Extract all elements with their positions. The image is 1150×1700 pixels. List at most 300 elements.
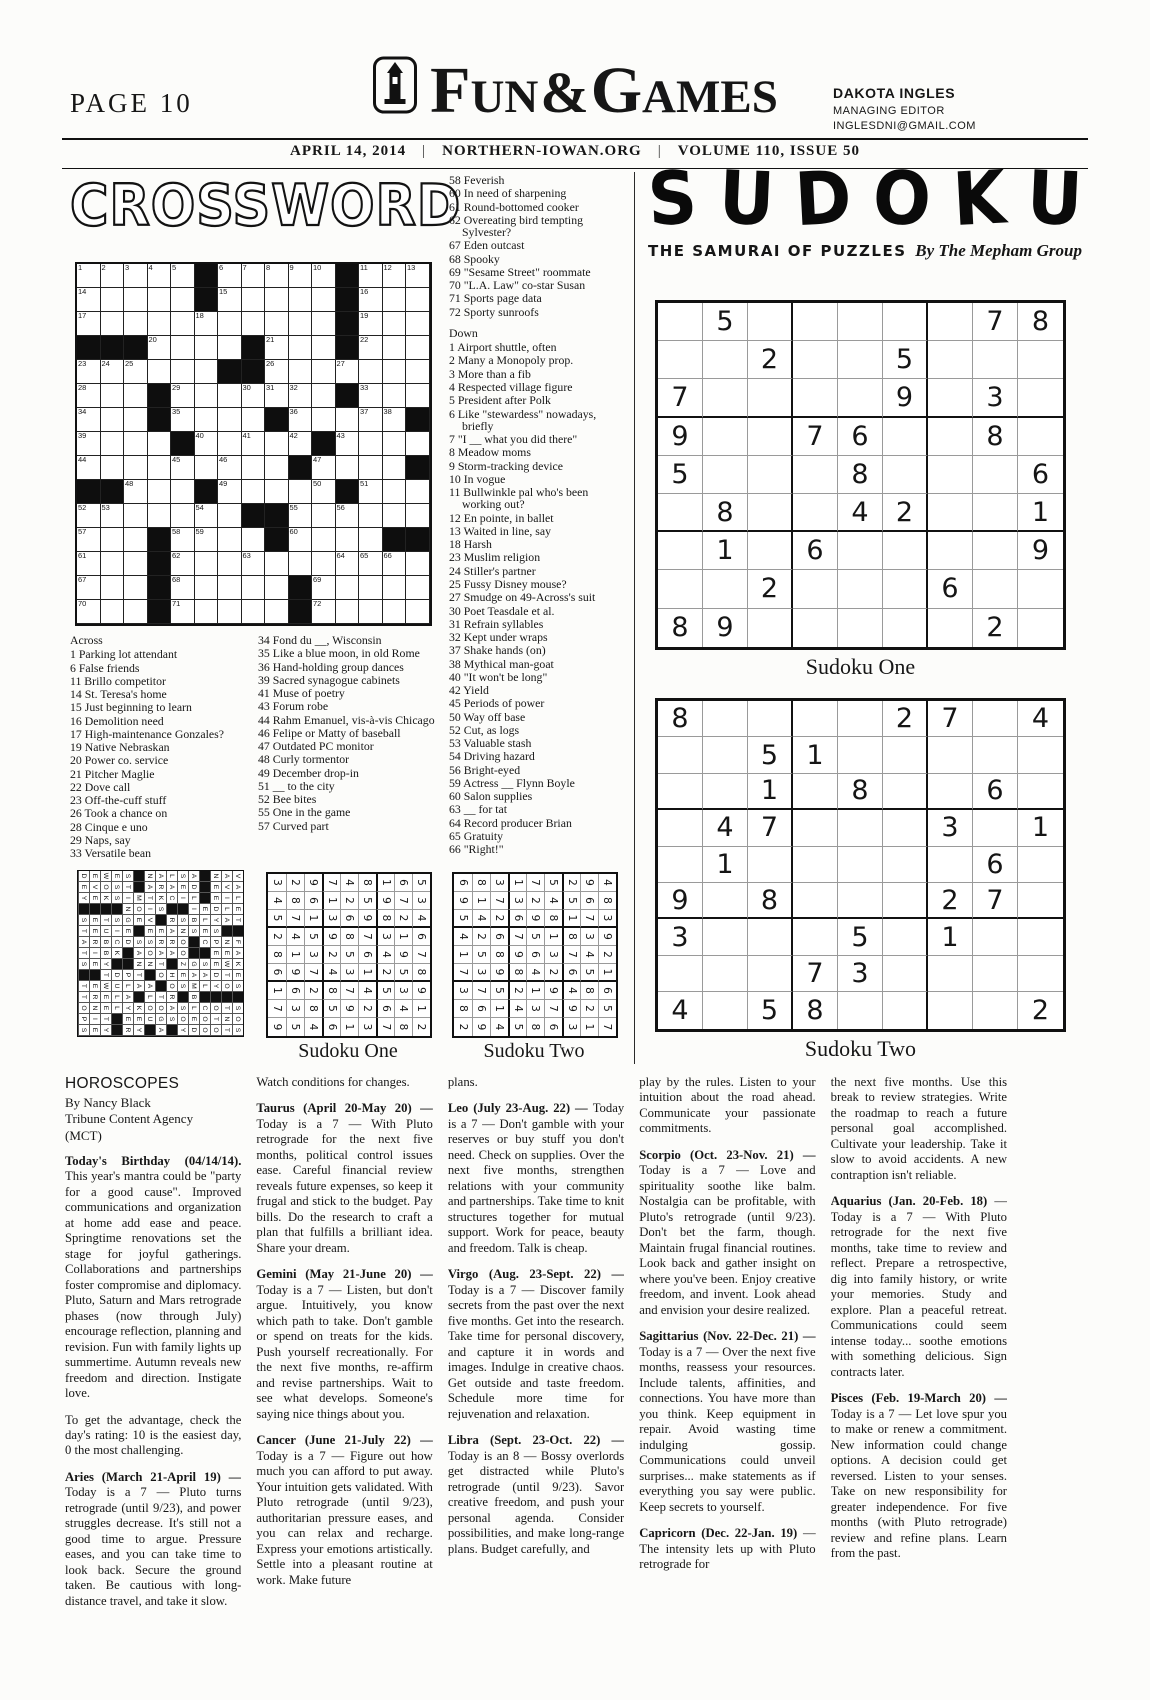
sudoku-cell: 8 bbox=[526, 1018, 544, 1036]
black-cell bbox=[195, 288, 219, 312]
grid-cell bbox=[242, 288, 266, 312]
horoscope-sign-lead: Capricorn (Dec. 22-Jan. 19) bbox=[639, 1526, 803, 1541]
sudoku-cell bbox=[793, 810, 838, 846]
solution-letter-cell: L bbox=[122, 981, 133, 992]
black-cell bbox=[122, 948, 133, 959]
cell-number: 7 bbox=[242, 263, 247, 272]
cell-number: 53 bbox=[101, 503, 110, 512]
sudoku-cell: 1 bbox=[376, 874, 394, 892]
solution-letter-cell: T bbox=[155, 959, 166, 970]
sudoku-cell: 5 bbox=[598, 1000, 616, 1018]
sudoku-cell bbox=[838, 992, 883, 1028]
solution-letter-cell: T bbox=[100, 915, 111, 926]
clue-item: 23 Muslim religion bbox=[449, 550, 541, 565]
sudoku-cell bbox=[703, 570, 748, 608]
grid-cell bbox=[359, 336, 383, 360]
solution-letter-cell: R bbox=[122, 1025, 133, 1036]
sudoku-cell: 2 bbox=[598, 946, 616, 964]
black-cell bbox=[111, 959, 122, 970]
solution-letter-cell: A bbox=[155, 1025, 166, 1036]
horoscope-sign-lead: Aquarius (Jan. 20-Feb. 18) bbox=[830, 1194, 995, 1209]
sudoku-cell bbox=[838, 341, 883, 379]
cell-number: 8 bbox=[266, 263, 271, 272]
sudoku-cell: 3 bbox=[580, 928, 598, 946]
black-cell bbox=[101, 480, 125, 504]
sudoku-cell: 6 bbox=[562, 964, 580, 982]
sudoku-cell: 5 bbox=[748, 737, 793, 773]
grid-cell bbox=[195, 528, 219, 552]
clue-item: 41 Muse of poetry bbox=[258, 686, 345, 701]
black-cell bbox=[144, 1025, 155, 1036]
clue-item: 43 Forum robe bbox=[258, 699, 329, 714]
sudoku-cell: 2 bbox=[454, 1018, 472, 1036]
grid-cell bbox=[359, 480, 383, 504]
grid-cell bbox=[124, 312, 148, 336]
black-cell bbox=[155, 981, 166, 992]
sudoku-cell: 8 bbox=[268, 946, 286, 964]
cell-number: 62 bbox=[172, 551, 181, 560]
sudoku-cell: 5 bbox=[454, 910, 472, 928]
clue-item: 11 Bullwinkle pal who's been working out? bbox=[449, 485, 589, 512]
solution-letter-cell: I bbox=[111, 926, 122, 937]
sudoku-cell: 8 bbox=[358, 874, 376, 892]
horoscope-paragraph: Sagittarius (Nov. 22-Dec. 21) — Today is a 7 — Over the next five months, reassess your resources. Include talents, affinities, and connections. You have more than you think. Keep equipment in repair. Avoid wasting time indulging gossip. Communications could unveil surprises... make statements as if everything you say were public. Keep secrets to yourself. bbox=[639, 1329, 816, 1514]
sudoku-cell bbox=[973, 992, 1018, 1028]
grid-cell bbox=[77, 312, 101, 336]
sudoku-cell: 2 bbox=[394, 910, 412, 928]
solution-letter-cell: B bbox=[100, 948, 111, 959]
sudoku-cell: 5 bbox=[658, 456, 703, 494]
sudoku-cell: 4 bbox=[658, 992, 703, 1028]
grid-cell bbox=[383, 264, 407, 288]
horoscope-paragraph: Capricorn (Dec. 22-Jan. 19) — The intensity lets up with Pluto retrograde for bbox=[639, 1526, 816, 1572]
cell-number: 67 bbox=[78, 575, 87, 584]
sudoku-cell bbox=[703, 701, 748, 737]
grid-cell bbox=[312, 312, 336, 336]
sudoku-cell bbox=[1018, 919, 1063, 955]
cell-number: 56 bbox=[336, 503, 345, 512]
grid-cell bbox=[359, 504, 383, 528]
clue-item: 45 Periods of power bbox=[449, 696, 545, 711]
black-cell bbox=[144, 970, 155, 981]
grid-cell bbox=[336, 360, 360, 384]
sudoku-cell: 6 bbox=[268, 964, 286, 982]
clue-item: 51 __ to the city bbox=[258, 778, 335, 793]
grid-cell bbox=[265, 432, 289, 456]
sudoku-cell: 3 bbox=[658, 919, 703, 955]
sudoku-cell bbox=[838, 379, 883, 417]
sudoku-cell: 7 bbox=[508, 928, 526, 946]
across-clues-list bbox=[258, 634, 444, 832]
sudoku-cell: 3 bbox=[562, 1018, 580, 1036]
solution-letter-cell: T bbox=[221, 1003, 232, 1014]
solution-letter-cell: C bbox=[111, 937, 122, 948]
solution-letter-cell: S bbox=[177, 871, 188, 882]
dateline-date: APRIL 14, 2014 bbox=[290, 143, 407, 159]
horoscope-paragraph: Today's Birthday (04/14/14). This year's mantra could be "party for a good cause". Improved communications and organization at home add ease and peace. Springtime renovations set the stage for joyful gatherings. Collaborations and partnerships foster compromise and diplomacy. Pluto, Saturn and Mars retrograde phases (now through July) encourage reflection, planning and revision. Fun with family lights up summertime. Autumn reveals new freedom and direction. Instigate love. bbox=[65, 1153, 242, 1401]
black-cell bbox=[232, 926, 243, 937]
grid-cell bbox=[265, 264, 289, 288]
clue-item: 10 In vogue bbox=[449, 471, 506, 486]
grid-cell bbox=[359, 408, 383, 432]
cell-number: 39 bbox=[78, 431, 87, 440]
grid-cell bbox=[242, 264, 266, 288]
sudoku-cell: 5 bbox=[544, 874, 562, 892]
sudoku-cell: 9 bbox=[580, 874, 598, 892]
black-cell bbox=[188, 948, 199, 959]
solution-letter-cell: O bbox=[155, 970, 166, 981]
solution-letter-cell: E bbox=[122, 926, 133, 937]
sudoku-cell: 4 bbox=[490, 1018, 508, 1036]
sudoku-cell bbox=[703, 774, 748, 810]
cell-number: 42 bbox=[289, 431, 298, 440]
sudoku-cell: 7 bbox=[340, 982, 358, 1000]
grid-cell bbox=[171, 336, 195, 360]
grid-cell bbox=[312, 408, 336, 432]
solution-letter-cell: E bbox=[89, 959, 100, 970]
solution-letter-cell: T bbox=[155, 992, 166, 1003]
clue-item: 52 Bee bites bbox=[258, 792, 317, 807]
sudoku-cell bbox=[658, 494, 703, 532]
solution-letter-cell: O bbox=[177, 937, 188, 948]
clue-item: 67 Eden outcast bbox=[449, 238, 525, 253]
horoscope-paragraph: Leo (July 23-Aug. 22) — Today is a 7 — Don't gamble with your reserves or buy stuff you don't need. Check on supplies. Over the next five months, strengthen relations with your community and partnerships. Take time to knit structures together for mutual support. Work for peace, beauty and freedom. Talk is cheap. bbox=[447, 1101, 625, 1255]
sudoku-cell bbox=[1018, 774, 1063, 810]
sudoku-cell bbox=[793, 379, 838, 417]
sudoku-cell: 9 bbox=[658, 883, 703, 919]
cell-number: 69 bbox=[313, 575, 322, 584]
grid-cell bbox=[242, 576, 266, 600]
cell-number: 71 bbox=[172, 599, 181, 608]
sudoku-cell bbox=[703, 418, 748, 456]
black-cell bbox=[148, 576, 172, 600]
sudoku-cell bbox=[838, 303, 883, 341]
horoscope-sign-lead: Taurus (April 20-May 20) — bbox=[256, 1101, 433, 1116]
solution-letter-cell: E bbox=[155, 926, 166, 937]
grid-cell bbox=[359, 600, 383, 624]
masthead-title bbox=[430, 53, 778, 127]
sudoku-cell: 9 bbox=[394, 946, 412, 964]
sudoku-cell bbox=[793, 494, 838, 532]
solution-letter-cell: R bbox=[166, 915, 177, 926]
sudoku-cell: 1 bbox=[322, 892, 340, 910]
sudoku-cell: 4 bbox=[454, 928, 472, 946]
grid-cell bbox=[383, 408, 407, 432]
grid-cell bbox=[77, 504, 101, 528]
horoscope-paragraph: Aquarius (Jan. 20-Feb. 18) — Today is a 7 — With Pluto retrograde for the next five months, take time to review and reflect. Prepare a retrospective, dig into family history, or write your memories. Study and explore. Plan a peaceful retreat. Communications could seem intense today... soothe emotions with something delicious. Sign contracts later. bbox=[830, 1194, 1008, 1379]
clue-item: 70 "L.A. Law" co-star Susan bbox=[449, 278, 586, 293]
clue-item: 30 Poet Teasdale et al. bbox=[449, 603, 555, 618]
sudoku-cell: 7 bbox=[793, 956, 838, 992]
grid-cell bbox=[171, 600, 195, 624]
sudoku-cell bbox=[883, 303, 928, 341]
sudoku-cell: 8 bbox=[454, 1000, 472, 1018]
black-cell bbox=[148, 384, 172, 408]
solution-letter-cell: S bbox=[232, 1003, 243, 1014]
editor-info bbox=[833, 84, 976, 134]
black-cell bbox=[188, 937, 199, 948]
grid-cell bbox=[383, 288, 407, 312]
sudoku-cell: 7 bbox=[472, 982, 490, 1000]
sudoku-cell: 1 bbox=[508, 874, 526, 892]
sudoku-cell: 8 bbox=[793, 992, 838, 1028]
sudoku-cell: 2 bbox=[286, 874, 304, 892]
sudoku-logo-letter: U bbox=[716, 155, 776, 244]
sudoku-cell: 2 bbox=[883, 494, 928, 532]
grid-cell bbox=[289, 336, 313, 360]
sudoku-cell: 6 bbox=[412, 928, 430, 946]
solution-letter-cell: S bbox=[177, 915, 188, 926]
clue-item: 72 Sporty sunroofs bbox=[449, 304, 539, 319]
sudoku-cell bbox=[928, 494, 973, 532]
solution-letter-cell: S bbox=[232, 1025, 243, 1036]
sudoku-cell bbox=[973, 737, 1018, 773]
grid-cell bbox=[101, 456, 125, 480]
grid-cell bbox=[77, 360, 101, 384]
solution-letter-cell: I bbox=[144, 904, 155, 915]
horoscope-paragraph: Gemini (May 21-June 20) — Today is a 7 — Listen, but don't argue. Intuitively, you know which path to take. Don't gamble or spend on treats for the kids. Push yourself recreationally. For the next five months, re-affirm and revise partnerships. Wait to see what develops. Someone's saying nice things about you. bbox=[256, 1267, 433, 1421]
black-cell bbox=[111, 1014, 122, 1025]
sudoku-tagline bbox=[648, 241, 1082, 261]
clue-item: 50 Way off base bbox=[449, 709, 526, 724]
grid-cell bbox=[77, 432, 101, 456]
sudoku-cell bbox=[703, 883, 748, 919]
sudoku-cell: 8 bbox=[658, 701, 703, 737]
solution-letter-cell: E bbox=[89, 893, 100, 904]
solution-letter-cell: O bbox=[144, 948, 155, 959]
solution-letter-cell: L bbox=[199, 915, 210, 926]
sudoku-cell: 3 bbox=[526, 1000, 544, 1018]
grid-cell bbox=[195, 312, 219, 336]
sudoku-cell bbox=[748, 919, 793, 955]
sudoku-cell: 3 bbox=[412, 892, 430, 910]
clue-item: 4 Respected village figure bbox=[449, 379, 573, 394]
sudoku-cell: 1 bbox=[928, 919, 973, 955]
grid-cell bbox=[265, 336, 289, 360]
solution-letter-cell: E bbox=[100, 1003, 111, 1014]
solution-letter-cell: D bbox=[188, 882, 199, 893]
sudoku-cell: 4 bbox=[412, 910, 430, 928]
black-cell bbox=[289, 600, 313, 624]
grid-cell bbox=[195, 432, 219, 456]
sudoku-cell bbox=[748, 847, 793, 883]
grid-cell bbox=[289, 312, 313, 336]
sudoku-cell bbox=[748, 303, 793, 341]
solution-letter-cell: A bbox=[232, 882, 243, 893]
cell-number: 16 bbox=[360, 287, 369, 296]
cell-number: 66 bbox=[383, 551, 392, 560]
sudoku-cell bbox=[883, 919, 928, 955]
black-cell bbox=[199, 882, 210, 893]
solution-letter-cell: A bbox=[122, 992, 133, 1003]
black-cell bbox=[177, 904, 188, 915]
solution-letter-cell: S bbox=[133, 937, 144, 948]
solution-letter-cell: V bbox=[221, 882, 232, 893]
sudoku-cell: 8 bbox=[580, 982, 598, 1000]
cell-number: 2 bbox=[101, 263, 106, 272]
horoscope-sign-lead: Libra (Sept. 23-Oct. 22) — bbox=[447, 1433, 625, 1448]
solution-letter-cell: D bbox=[78, 871, 89, 882]
solution-letter-cell: A bbox=[166, 882, 177, 893]
solution-letter-cell: E bbox=[133, 915, 144, 926]
horoscopes-byline bbox=[65, 1095, 241, 1144]
sudoku-cell: 5 bbox=[304, 928, 322, 946]
grid-cell bbox=[242, 384, 266, 408]
sudoku-cell: 1 bbox=[562, 910, 580, 928]
sudoku-cell bbox=[1018, 341, 1063, 379]
black-cell bbox=[148, 552, 172, 576]
sudoku-cell bbox=[883, 810, 928, 846]
solution-letter-cell: M bbox=[133, 893, 144, 904]
solution-letter-cell: R bbox=[89, 992, 100, 1003]
sudoku-two-caption: Sudoku Two bbox=[804, 1036, 917, 1061]
cell-number: 14 bbox=[78, 287, 87, 296]
sudoku-cell bbox=[838, 810, 883, 846]
sudoku-cell: 9 bbox=[526, 910, 544, 928]
across-clues-continued bbox=[449, 174, 630, 318]
grid-cell bbox=[101, 360, 125, 384]
solution-letter-cell: C bbox=[199, 937, 210, 948]
grid-cell bbox=[383, 336, 407, 360]
sudoku-cell bbox=[928, 774, 973, 810]
sudoku-cell bbox=[748, 379, 793, 417]
grid-cell bbox=[406, 552, 430, 576]
sudoku-cell: 5 bbox=[322, 1000, 340, 1018]
sudoku-cell bbox=[973, 456, 1018, 494]
sudoku-cell: 2 bbox=[340, 892, 358, 910]
horoscope-paragraph: the next five months. Use this break to review strategies. Write the roadmap to reach a future personal goal accomplished. Cultivate your leadership. Take it slow to avoid accidents. A new contraption isn't reliable. bbox=[830, 1075, 1008, 1182]
solution-letter-cell: A bbox=[78, 937, 89, 948]
sudoku-cell: 9 bbox=[322, 928, 340, 946]
black-cell bbox=[406, 528, 430, 552]
grid-cell bbox=[124, 288, 148, 312]
grid-cell bbox=[265, 480, 289, 504]
sudoku-cell: 3 bbox=[973, 379, 1018, 417]
dateline-separator: | bbox=[422, 143, 427, 159]
sudoku-cell bbox=[793, 456, 838, 494]
grid-cell bbox=[124, 504, 148, 528]
solution-letter-cell: S bbox=[199, 959, 210, 970]
sudoku-cell bbox=[793, 570, 838, 608]
clue-item: 37 Shake hands (on) bbox=[449, 643, 546, 658]
cell-number: 11 bbox=[360, 263, 368, 272]
solution-letter-cell: W bbox=[100, 981, 111, 992]
solution-letter-cell: O bbox=[199, 1014, 210, 1025]
sudoku-cell: 9 bbox=[286, 964, 304, 982]
sudoku-cell: 6 bbox=[793, 532, 838, 570]
sudoku-cell: 7 bbox=[286, 910, 304, 928]
solution-letter-cell: U bbox=[111, 981, 122, 992]
clue-item: 17 High-maintenance Gonzales? bbox=[70, 726, 224, 741]
clue-item: 47 Outdated PC monitor bbox=[258, 739, 374, 754]
solution-letter-cell: O bbox=[210, 1003, 221, 1014]
byline-agency: Tribune Content Agency bbox=[65, 1111, 194, 1127]
sudoku-cell: 6 bbox=[454, 874, 472, 892]
sudoku-one-grid bbox=[655, 300, 1066, 650]
solution-letter-cell: Y bbox=[100, 1025, 111, 1036]
grid-cell bbox=[312, 288, 336, 312]
sudoku-cell: 1 bbox=[358, 964, 376, 982]
grid-cell bbox=[218, 576, 242, 600]
grid-cell bbox=[383, 360, 407, 384]
solution-letter-cell: B bbox=[188, 915, 199, 926]
solution-letter-cell: A bbox=[166, 926, 177, 937]
solution-letter-cell: L bbox=[144, 992, 155, 1003]
sudoku-cell bbox=[658, 956, 703, 992]
sudoku-cell: 1 bbox=[340, 1018, 358, 1036]
grid-cell bbox=[406, 600, 430, 624]
grid-cell bbox=[359, 360, 383, 384]
black-cell bbox=[221, 926, 232, 937]
solution-letter-cell: F bbox=[232, 937, 243, 948]
solution-letter-cell: N bbox=[177, 926, 188, 937]
grid-cell bbox=[171, 408, 195, 432]
solution-letter-cell: E bbox=[111, 871, 122, 882]
solution-letter-cell: W bbox=[100, 871, 111, 882]
grid-cell bbox=[124, 600, 148, 624]
solution-letter-cell: I bbox=[177, 893, 188, 904]
solution-letter-cell: T bbox=[133, 970, 144, 981]
sudoku-cell: 3 bbox=[472, 964, 490, 982]
grid-cell bbox=[359, 456, 383, 480]
cell-number: 22 bbox=[360, 335, 369, 344]
sudoku-cell: 6 bbox=[394, 874, 412, 892]
grid-cell bbox=[77, 576, 101, 600]
horoscope-sign-lead: Today's Birthday (04/14/14). bbox=[65, 1153, 242, 1168]
campanile-logo-icon bbox=[372, 54, 418, 121]
across-clues-second-column bbox=[258, 634, 444, 867]
cell-number: 36 bbox=[289, 407, 298, 416]
sudoku-cell bbox=[973, 570, 1018, 608]
grid-cell bbox=[171, 264, 195, 288]
sudoku-cell bbox=[793, 701, 838, 737]
sudoku-cell: 7 bbox=[490, 892, 508, 910]
solution-letter-cell: E bbox=[100, 992, 111, 1003]
sudoku-cell: 6 bbox=[304, 892, 322, 910]
grid-cell bbox=[242, 528, 266, 552]
grid-cell bbox=[312, 264, 336, 288]
clue-item: 56 Bright-eyed bbox=[449, 762, 521, 777]
clue-item: 6 False friends bbox=[70, 660, 140, 675]
sudoku-logo-letter: D bbox=[793, 155, 854, 244]
sudoku-cell bbox=[973, 956, 1018, 992]
horoscope-sign-lead: Leo (July 23-Aug. 22) — bbox=[447, 1101, 593, 1116]
sudoku-cell: 4 bbox=[598, 874, 616, 892]
horoscope-column bbox=[256, 1075, 432, 1693]
sudoku-cell bbox=[748, 456, 793, 494]
sudoku-cell: 4 bbox=[562, 982, 580, 1000]
grid-cell bbox=[242, 552, 266, 576]
solution-letter-cell: S bbox=[78, 1025, 89, 1036]
solution-letter-cell: M bbox=[188, 981, 199, 992]
clue-item: 38 Mythical man-goat bbox=[449, 656, 554, 671]
grid-cell bbox=[171, 504, 195, 528]
sudoku-cell bbox=[793, 883, 838, 919]
sudoku-cell bbox=[658, 774, 703, 810]
solution-letter-cell: A bbox=[133, 981, 144, 992]
solution-letter-cell: S bbox=[177, 981, 188, 992]
clue-item: 33 Versatile bean bbox=[70, 846, 152, 861]
solution-letter-cell: Y bbox=[210, 981, 221, 992]
grid-cell bbox=[77, 552, 101, 576]
sudoku-cell: 5 bbox=[526, 928, 544, 946]
solution-letter-cell: O bbox=[144, 1003, 155, 1014]
sudoku-cell: 4 bbox=[472, 910, 490, 928]
grid-cell bbox=[359, 312, 383, 336]
horoscope-paragraph: Scorpio (Oct. 23-Nov. 21) — Today is a 7 — Love and spirituality soothe like balm. Nostalgia can be profitable, with Pluto's retrograde (until 9/23). Don't bet the farm, though. Maintain frugal financial routines. Look back and gather insight on where you've been. Enjoy creative freedom, and invent. Look ahead and envision your desire realized. bbox=[639, 1147, 816, 1317]
solution-letter-cell: A bbox=[166, 1003, 177, 1014]
sudoku-cell bbox=[793, 847, 838, 883]
